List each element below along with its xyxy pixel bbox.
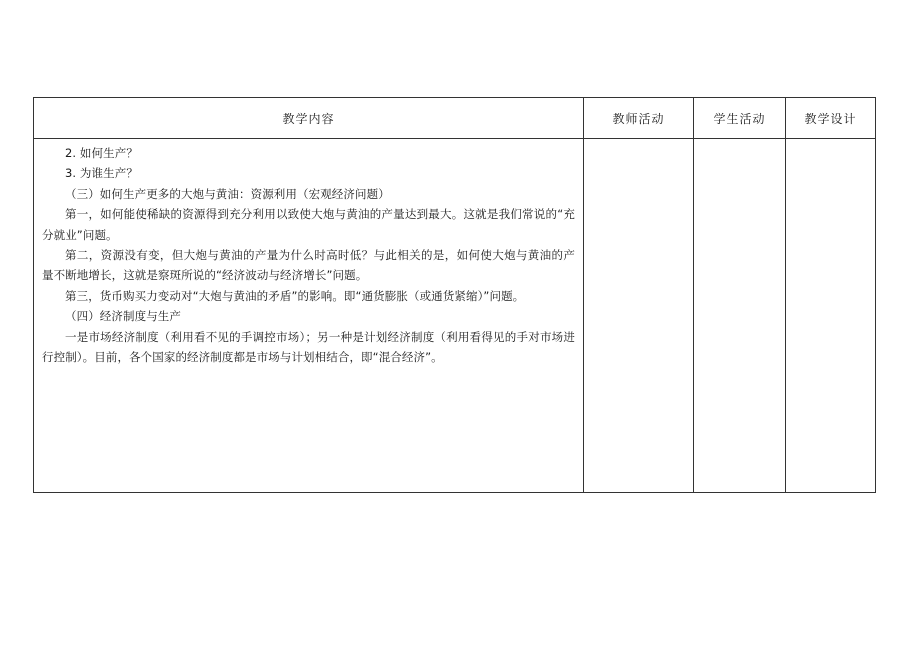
header-teacher-activity: 教师活动 [584, 98, 694, 139]
content-paragraph: （三）如何生产更多的大炮与黄油：资源利用（宏观经济问题） [65, 186, 390, 201]
content-paragraph: 第一，如何能使稀缺的资源得到充分利用以致使大炮与黄油的产量达到最大。这就是我们常说的“充分就业”问题。 [42, 207, 575, 242]
content-paragraph: 第二，资源没有变，但大炮与黄油的产量为什么时高时低？与此相关的是，如何使大炮与黄油的产量不断地增长，这就是察斑所说的“经济波动与经济增长”问题。 [42, 248, 575, 283]
table-body-row [34, 139, 876, 493]
teaching-content-cell [34, 139, 584, 493]
student-activity-cell [694, 139, 786, 493]
table-header-row [34, 98, 876, 139]
header-teaching-design: 教学设计 [786, 98, 876, 139]
header-student-activity: 学生活动 [694, 98, 786, 139]
teacher-activity-cell [584, 139, 694, 493]
content-paragraph: 一是市场经济制度（利用看不见的手调控市场）；另一种是计划经济制度（利用看得见的手对市场进行控制）。目前，各个国家的经济制度都是市场与计划相结合，即“混合经济”。 [42, 329, 575, 365]
header-teaching-content: 教学内容 [34, 98, 584, 139]
lesson-plan-table [33, 97, 876, 493]
content-paragraph: 3. 为谁生产？ [65, 166, 138, 181]
content-paragraph: （四）经济制度与生产 [65, 309, 181, 324]
teaching-design-cell [786, 139, 876, 493]
content-paragraph: 第三，货币购买力变动对“大炮与黄油的矛盾”的影响。即“通货膨胀（或通货紧缩）”问题。 [65, 288, 525, 303]
content-paragraph: 2. 如何生产？ [65, 146, 138, 160]
